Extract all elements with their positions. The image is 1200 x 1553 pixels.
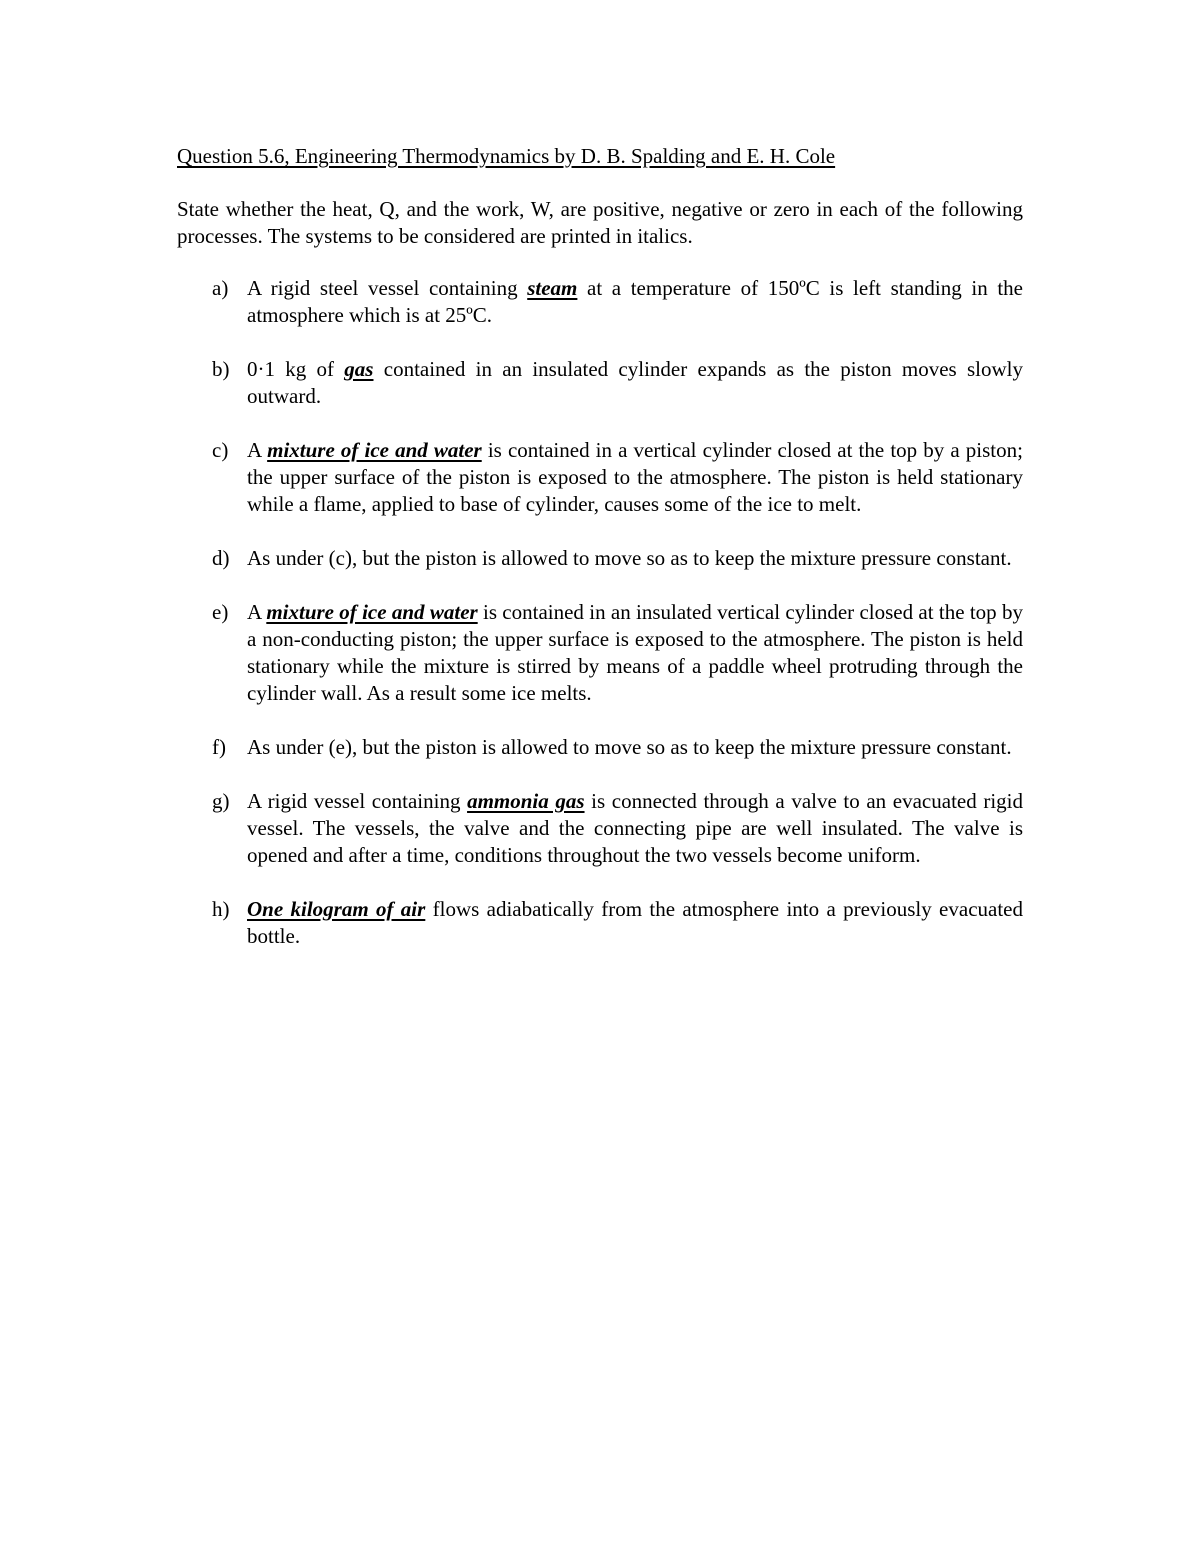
process-item-g	[177, 788, 1023, 869]
system-term: gas	[344, 357, 374, 381]
item-text-after: is contained in a vertical cylinder closed at the top by a piston; the upper surface of the piston is exposed to the atmosphere. The piston is held stationary while a flame, applied to base of cylinder, causes some of the ice to melt.	[247, 438, 1023, 516]
item-label: f)	[212, 735, 226, 759]
item-label: h)	[212, 897, 230, 921]
process-item-h	[177, 896, 1023, 950]
system-term: ammonia gas	[467, 789, 585, 813]
process-item-d	[177, 545, 1023, 572]
item-text-before: A rigid vessel containing	[247, 789, 468, 813]
document-title: Question 5.6, Engineering Thermodynamics by D. B. Spalding and E. H. Cole	[177, 144, 836, 168]
item-text-after: is connected through a valve to an evacuated rigid vessel. The vessels, the valve and the connecting pipe are well insulated. The valve is opened and after a time, conditions throughout the two vessels become uniform.	[247, 789, 1023, 867]
system-term: One kilogram of air	[247, 897, 426, 921]
item-text-before: 0·1 kg of	[247, 357, 345, 381]
item-text-before: A	[247, 600, 267, 624]
system-term: mixture of ice and water	[267, 438, 482, 462]
question-intro: State whether the heat, Q, and the work, W, are positive, negative or zero in each of the following processes. The systems to be considered are printed in italics.	[177, 197, 1023, 248]
item-text-after: contained in an insulated cylinder expands as the piston moves slowly outward.	[247, 357, 1023, 408]
item-text-before: As under (c), but the piston is allowed to move so as to keep the mixture pressure constant.	[247, 546, 1012, 570]
process-item-f	[177, 734, 1023, 761]
process-item-e	[177, 599, 1023, 707]
process-item-c	[177, 437, 1023, 518]
item-label: d)	[212, 546, 230, 570]
item-text-before: A rigid steel vessel containing	[247, 276, 528, 300]
item-text-before: As under (e), but the piston is allowed to move so as to keep the mixture pressure constant.	[247, 735, 1012, 759]
document-body	[177, 143, 1023, 977]
item-text-before: A	[247, 438, 268, 462]
process-item-b	[177, 356, 1023, 410]
item-label: c)	[212, 438, 229, 462]
item-text-after: flows adiabatically from the atmosphere into a previously evacuated bottle.	[247, 897, 1023, 948]
item-label: g)	[212, 789, 230, 813]
item-label: b)	[212, 357, 230, 381]
system-term: mixture of ice and water	[266, 600, 478, 624]
process-list	[177, 275, 1023, 950]
item-label: e)	[212, 600, 229, 624]
process-item-a	[177, 275, 1023, 329]
item-text-after: at a temperature of 150ºC is left standing in the atmosphere which is at 25ºC.	[247, 276, 1023, 327]
item-text-after: is contained in an insulated vertical cylinder closed at the top by a non-conducting piston; the upper surface is exposed to the atmosphere. The piston is held stationary while the mixture is stirred by means of a paddle wheel protruding through the cylinder wall. As a result some ice melts.	[247, 600, 1023, 705]
system-term: steam	[527, 276, 578, 300]
item-label: a)	[212, 276, 229, 300]
